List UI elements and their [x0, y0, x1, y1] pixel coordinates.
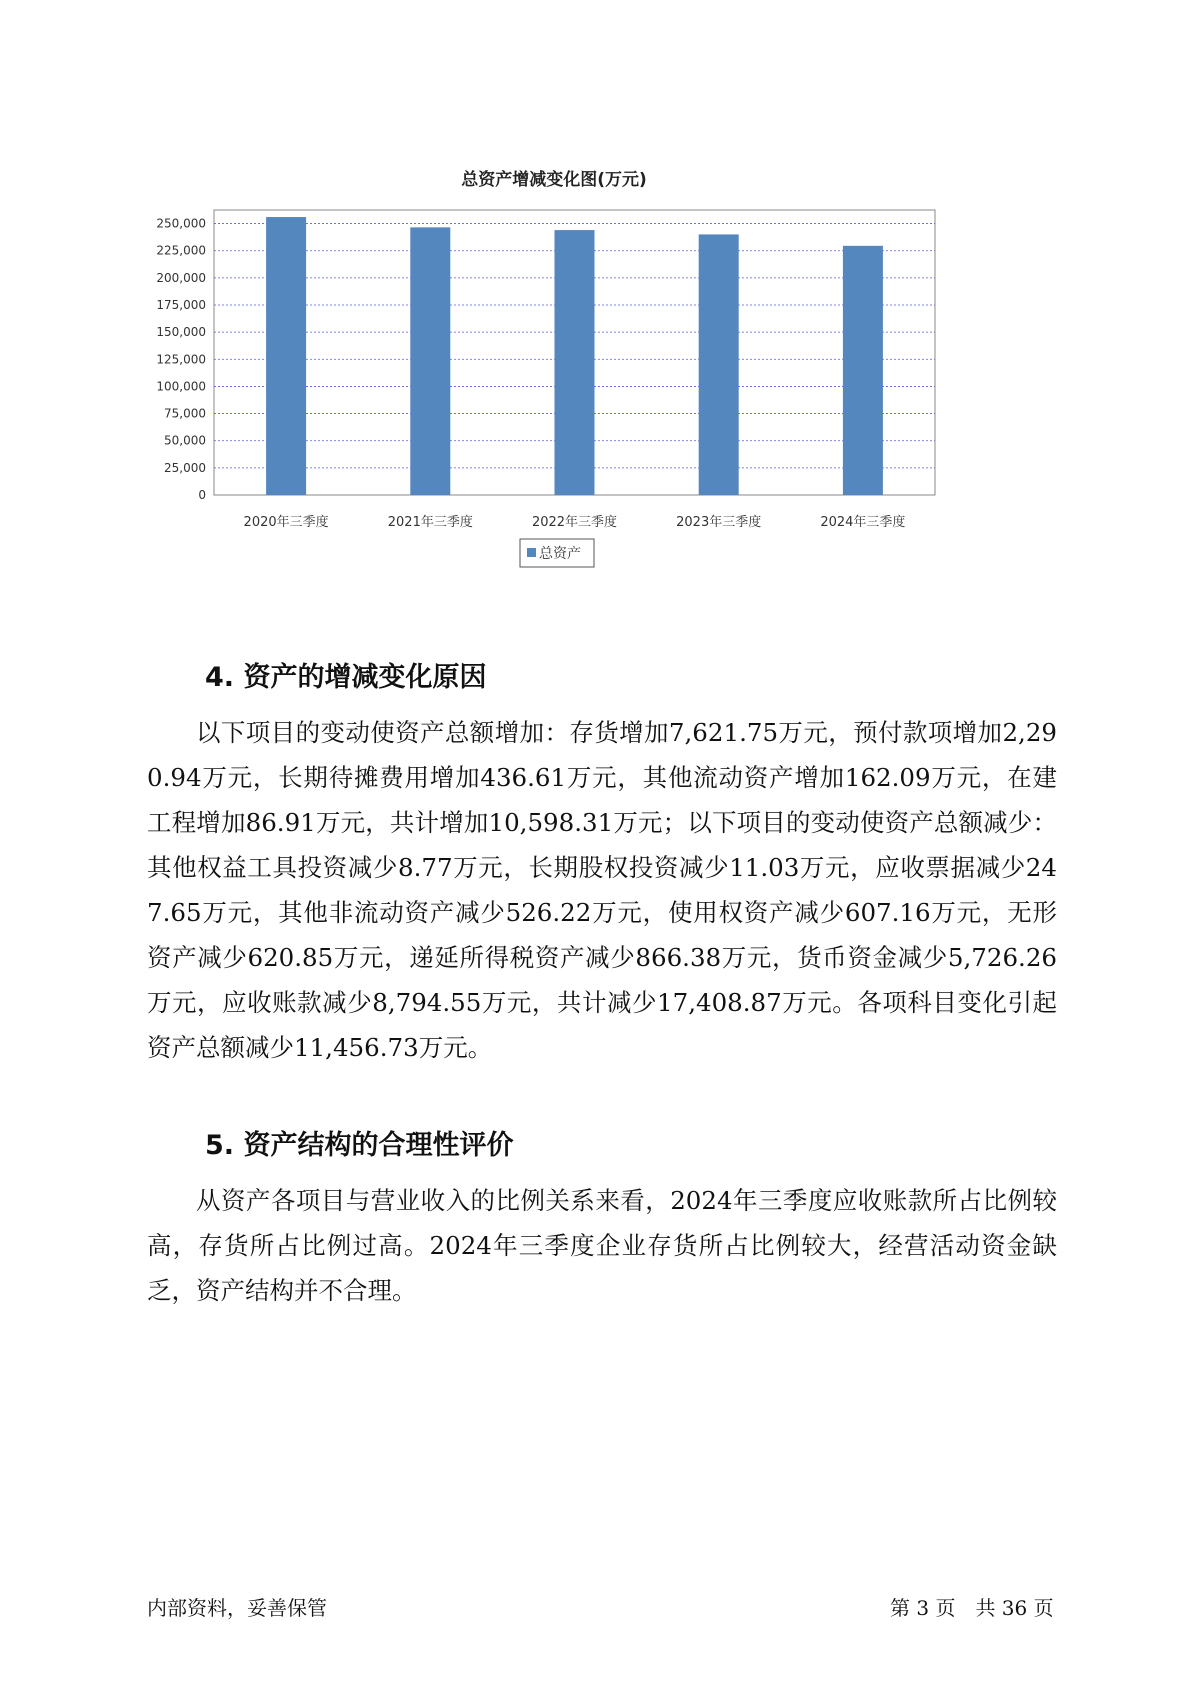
x-category-label: 2024年三季度 — [820, 515, 906, 530]
section-heading-asset-change-reasons: 4. 资产的增减变化原因 — [205, 662, 487, 693]
y-tick-label: 250,000 — [156, 216, 206, 231]
y-tick-label: 225,000 — [156, 243, 206, 258]
footer-page-number: 第 3 页 共 36 页 — [890, 1596, 1054, 1620]
legend-label: 总资产 — [539, 546, 581, 562]
y-tick-label: 175,000 — [156, 298, 206, 312]
x-category-labels — [244, 514, 906, 530]
chart-title: 总资产增减变化图(万元) — [461, 170, 647, 190]
y-tick-label: 0 — [198, 488, 206, 502]
bar — [699, 234, 739, 495]
bar — [555, 230, 595, 495]
bar — [843, 246, 883, 495]
y-tick-label: 50,000 — [164, 433, 206, 448]
legend-swatch — [527, 548, 536, 557]
asset-structure-evaluation-paragraph: 从资产各项目与营业收入的比例关系来看，2024年三季度应收账款所占比例较高，存货所占比例过高。2024年三季度企业存货所占比例较大，经营活动资金缺乏，资产结构并不合理。 — [147, 1186, 1057, 1305]
x-category-label: 2020年三季度 — [243, 515, 329, 530]
x-category-label: 2023年三季度 — [676, 515, 762, 530]
x-category-label: 2022年三季度 — [531, 515, 618, 530]
y-tick-label: 150,000 — [156, 325, 206, 340]
bar — [266, 217, 306, 495]
bar — [410, 227, 450, 495]
y-tick-label: 75,000 — [164, 406, 206, 421]
total-assets-bar-chart — [150, 165, 1030, 635]
y-tick-label: 100,000 — [156, 379, 206, 394]
y-tick-label: 125,000 — [156, 352, 206, 367]
y-tick-labels — [156, 217, 206, 502]
asset-change-reasons-paragraph: 以下项目的变动使资产总额增加：存货增加7,621.75万元，预付款项增加2,290.94万元，长期待摊费用增加436.61万元，其他流动资产增加162.09万元，在建工程增加86.91万元，共计增加10,598.31万元；以下项目的变动使资产总额减少：其他权益工具投资减少8.77万元，长期股权投资减少11.03万元，应收票据减少247.65万元，其他非流动资产减少526.22万元，使用权资产减少607.16万元，无形资产减少620.85万元，递延所得税资产减少866.38万元，货币资金减少5,726.26万元，应收账款减少8,794.55万元，共计减少17,408.87万元。各项科目变化引起资产总额减少11,456.73万元。 — [147, 718, 1057, 1062]
chart-legend — [520, 539, 594, 567]
y-tick-label: 200,000 — [156, 270, 206, 285]
section-heading-asset-structure-evaluation: 5. 资产结构的合理性评价 — [205, 1130, 514, 1161]
y-tick-label: 25,000 — [164, 460, 206, 475]
footer-confidential-note: 内部资料，妥善保管 — [147, 1596, 327, 1620]
x-category-label: 2021年三季度 — [387, 515, 473, 530]
